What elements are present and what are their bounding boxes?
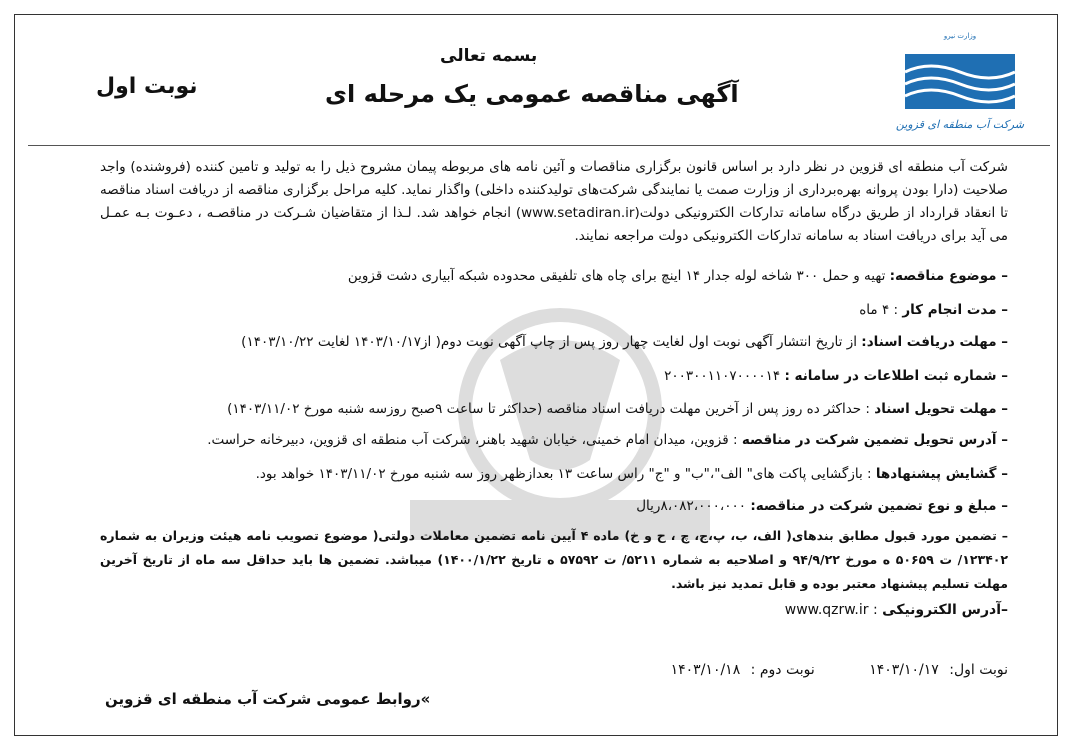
item-label: – موضوع مناقصه: [889, 268, 1008, 284]
item-value: : حداکثر ده روز پس از آخرین مهلت دریافت اسناد مناقصه (حداکثر تا ساعت ۹صبح روزسه شنبه مورخ ۱۴۰۳/۱۱/۰۲) [227, 401, 875, 417]
email-row [785, 602, 1008, 618]
item-value: تهیه و حمل ۳۰۰ شاخه لوله جدار ۱۴ اینچ برای چاه های تلفیقی محدوده شبکه آبیاری دشت قزوین [347, 268, 890, 284]
intro-paragraph: شرکت آب منطقه ای قزوین در نظر دارد بر اساس قانون برگزاری مناقصات و آئین نامه های مربوطه پیمان مشروح ذیل را به تولید و تامین کننده (فروشنده) واجد صلاحیت (دارا بودن پروانه بهره‌برداری از وزارت صمت یا نمایندگی شرکت‌های تولیدکننده داخلی) واگذار نماید. کلیه مراحل برگزاری مناقصه از دریافت اسناد مناقصه تا انعقاد قرارداد از طریق درگاه سامانه تدارکات الکترونیکی دولت(www.setadiran.ir) انجام خواهد شد. لـذا از متقاضیان شـرکت در مناقصـه ، دعـوت بـه عمـل می آید برای دریافت اسناد به سامانه تدارکات الکترونیکی دولت مراجعه نمایند. [100, 159, 1009, 244]
page-title: آگهی مناقصه عمومی یک مرحله ای [325, 80, 739, 108]
logo-top-text: وزارت نیرو [943, 32, 977, 40]
first-date-label: نوبت اول: [949, 662, 1008, 678]
list-item [636, 498, 1008, 514]
guarantee-paragraph: – تضمین مورد قبول مطابق بندهای( الف، ب، پ،ج، چ ، ح و خ) ماده ۴ آیین نامه تضمین معاملات دولتی( موضوع تصویب نامه هیئت وزیران به شماره ۱۲۳۴۰۲/ ت ۵۰۶۵۹ ه مورخ ۹۴/۹/۲۲ و اصلاحیه به شماره ۵۲۱۱/ ت ۵۷۵۹۲ ه تاریخ ۱۴۰۰/۱/۲۲) میباشد. تضمین ها باید حداقل سه ماه از تاریخ آخرین مهلت تسلیم پیشنهاد معتبر بوده و قابل تمدید نیز باشد. [100, 528, 1008, 591]
item-label: – مهلت دریافت اسناد: [861, 334, 1008, 350]
item-value: ۲۰۰۳۰۰۱۱۰۷۰۰۰۰۱۴ [664, 368, 785, 384]
item-label: – گشایش پیشنهادها [875, 466, 1008, 482]
list-item [207, 432, 1008, 448]
item-value: از تاریخ انتشار آگهی نوبت اول لغایت چهار روز پس از چاپ آگهی نوبت دوم( از۱۴۰۳/۱۰/۱۷ لغایت ۱۴۰۳/۱۰/۲۲) [241, 334, 862, 350]
list-item [227, 401, 1008, 417]
item-label: – مدت انجام کار [902, 302, 1008, 318]
email-link[interactable]: : www.qzrw.ir [784, 602, 883, 618]
logo-text: شرکت آب منطقه ای قزوین [895, 118, 1025, 131]
list-item [859, 302, 1008, 318]
list-item [348, 268, 1008, 284]
item-label: – آدرس تحویل تضمین شرکت در مناقصه [741, 432, 1008, 448]
first-date: ۱۴۰۳/۱۰/۱۷ [869, 662, 939, 678]
list-item [241, 334, 1008, 350]
item-value: : قزوین، میدان امام خمینی، خیابان شهید باهنر، شرکت آب منطقه ای قزوین، دبیرخانه حراست. [207, 432, 742, 448]
list-item [256, 466, 1008, 482]
item-label: – مبلغ و نوع تضمین شرکت در مناقصه: [750, 498, 1008, 514]
second-date: ۱۴۰۳/۱۰/۱۸ [670, 662, 741, 678]
email-label: –آدرس الکترونیکی [882, 602, 1008, 618]
company-logo [890, 28, 1030, 138]
item-label: – مهلت تحویل اسناد [874, 401, 1008, 417]
list-item [664, 368, 1008, 384]
round-label: نوبت اول [96, 74, 198, 99]
publication-dates [671, 662, 1008, 678]
item-label: – شماره ثبت اطلاعات در سامانه : [784, 368, 1008, 384]
header-divider [28, 145, 1050, 146]
second-date-label: نوبت دوم : [750, 662, 815, 678]
public-relations-signature: »روابط عمومی شرکت آب منطقه ای قزوین [105, 690, 431, 708]
item-value: : ۴ ماه [859, 302, 903, 318]
item-value: ۸،۰۸۲،۰۰۰،۰۰۰ریال [636, 498, 751, 514]
item-value: : بازگشایی پاکت های" الف"،"ب" و "ج" راس ساعت ۱۳ بعدازظهر روز سه شنبه مورخ ۱۴۰۳/۱۱/۰۲ خواهد بود. [255, 466, 876, 482]
bismillah: بسمه تعالی [440, 46, 538, 66]
